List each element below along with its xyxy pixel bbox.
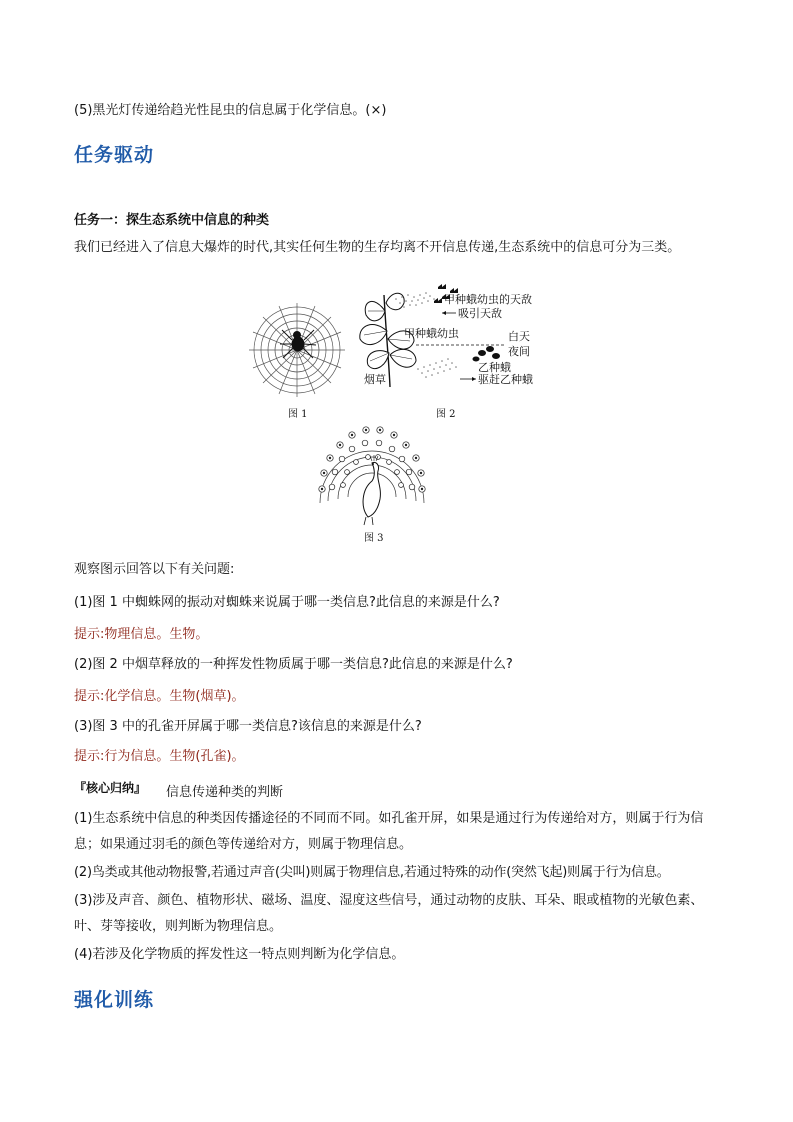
figure-2-tobacco-diagram [356, 283, 551, 393]
label-night: 夜间 [508, 345, 530, 358]
answer-2: 提示:化学信息。生物(烟草)。 [74, 689, 245, 704]
answer-1: 提示:物理信息。生物。 [74, 627, 209, 642]
label-larva: 甲种蛾幼虫 [404, 327, 459, 340]
summary-point-4: (4)若涉及化学物质的挥发性这一特点则判断为化学信息。 [74, 947, 405, 962]
section-title-task-drive: 任务驱动 [74, 144, 155, 166]
task1-intro: 我们已经进入了信息大爆炸的时代,其实任何生物的生存均离不开信息传递,生态系统中的信息可分为三类。 [74, 240, 681, 255]
answer-3: 提示:行为信息。生物(孔雀)。 [74, 749, 245, 764]
label-tobacco: 烟草 [364, 373, 386, 386]
summary-point-3: (3)涉及声音、颜色、植物形状、磁场、温度、湿度这些信号，通过动物的皮肤、耳朵、眼或植物的光敏色素、叶、芽等接收，则判断为物理信息。 [74, 893, 704, 934]
section-title-training: 强化训练 [74, 989, 155, 1011]
summary-point-2: (2)鸟类或其他动物报警,若通过声音(尖叫)则属于物理信息,若通过特殊的动作(突然飞起)则属于行为信息。 [74, 865, 670, 880]
question-2: (2)图 2 中烟草释放的一种挥发性物质属于哪一类信息?此信息的来源是什么? [74, 657, 513, 672]
label-day: 白天 [508, 330, 530, 343]
top-item: (5)黑光灯传递给趋光性昆虫的信息属于化学信息。(×) [74, 103, 387, 118]
question-3: (3)图 3 中的孔雀开屏属于哪一类信息?该信息的来源是什么? [74, 719, 422, 734]
summary-title: 信息传递种类的判断 [166, 785, 284, 800]
figure-3-peacock [312, 417, 432, 527]
label-attract-enemy: 吸引天敌 [458, 307, 502, 320]
summary-point-1: (1)生态系统中信息的种类因传播途径的不同而不同。如孔雀开屏，如果是通过行为传递给对方，则属于行为信息；如果通过羽毛的颜色等传递给对方，则属于物理信息。 [74, 811, 704, 852]
summary-tag: 『核心归纳』 [74, 781, 147, 795]
figure-3-caption: 图 3 [364, 533, 384, 544]
observe-prompt: 观察图示回答以下有关问题: [74, 562, 235, 577]
figure-1-caption: 图 1 [288, 409, 308, 420]
task1-title: 任务一：探生态系统中信息的种类 [74, 213, 270, 228]
label-larva-enemy: 甲种蛾幼虫的天敌 [444, 293, 532, 306]
label-repel-moth: 驱赶乙种蛾 [478, 373, 533, 386]
figure-1-spider-web [246, 300, 348, 400]
label-moth-b: 乙种蛾 [478, 361, 511, 374]
question-1: (1)图 1 中蜘蛛网的振动对蜘蛛来说属于哪一类信息?此信息的来源是什么? [74, 595, 500, 610]
figure-2-caption: 图 2 [436, 409, 456, 420]
